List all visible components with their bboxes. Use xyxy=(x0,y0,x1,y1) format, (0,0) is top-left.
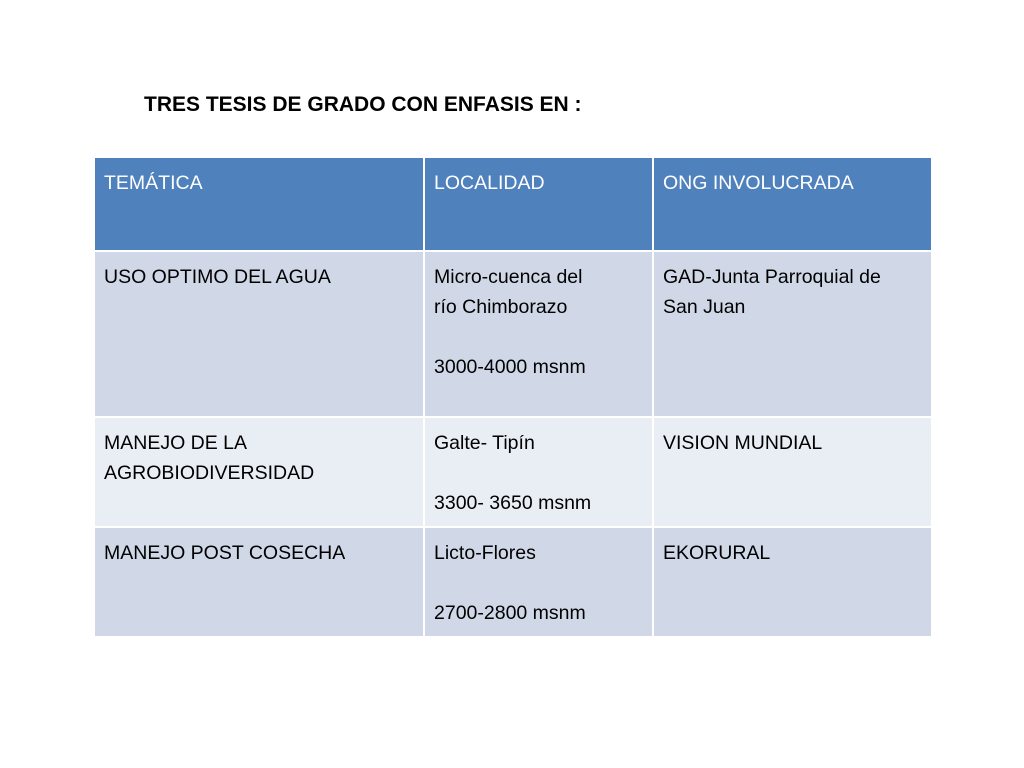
cell-localidad xyxy=(424,417,653,527)
ong-text: VISION MUNDIAL xyxy=(663,432,823,454)
localidad-text: Galte- Tipín xyxy=(434,432,535,454)
cell-localidad xyxy=(424,527,653,637)
cell-ong xyxy=(653,417,932,527)
ong-text: EKORURAL xyxy=(663,542,771,564)
localidad-text: Micro-cuenca del xyxy=(434,266,583,288)
localidad-text: Licto-Flores xyxy=(434,542,536,564)
table-row xyxy=(94,251,932,417)
localidad-text: río Chimborazo xyxy=(434,296,568,318)
tematica-text: MANEJO DE LA xyxy=(104,432,248,454)
altitud-text: 3000-4000 msnm xyxy=(434,356,586,378)
tematica-text: AGROBIODIVERSIDAD xyxy=(104,462,315,484)
thesis-table xyxy=(93,156,933,638)
altitud-text: 3300- 3650 msnm xyxy=(434,492,592,514)
cell-ong xyxy=(653,527,932,637)
cell-ong xyxy=(653,251,932,417)
header-localidad: LOCALIDAD xyxy=(424,157,653,251)
cell-localidad xyxy=(424,251,653,417)
altitud-text: 2700-2800 msnm xyxy=(434,602,586,624)
cell-tematica xyxy=(94,251,424,417)
tematica-text: MANEJO POST COSECHA xyxy=(104,542,346,564)
cell-tematica xyxy=(94,417,424,527)
ong-text: GAD-Junta Parroquial de xyxy=(663,266,881,288)
table-row xyxy=(94,417,932,527)
ong-text: San Juan xyxy=(663,296,746,318)
table-row xyxy=(94,527,932,637)
header-ong: ONG INVOLUCRADA xyxy=(653,157,932,251)
header-tematica: TEMÁTICA xyxy=(94,157,424,251)
tematica-text: USO OPTIMO DEL AGUA xyxy=(104,266,331,288)
cell-tematica xyxy=(94,527,424,637)
slide-title: TRES TESIS DE GRADO CON ENFASIS EN : xyxy=(144,93,582,116)
table-header-row xyxy=(94,157,932,251)
